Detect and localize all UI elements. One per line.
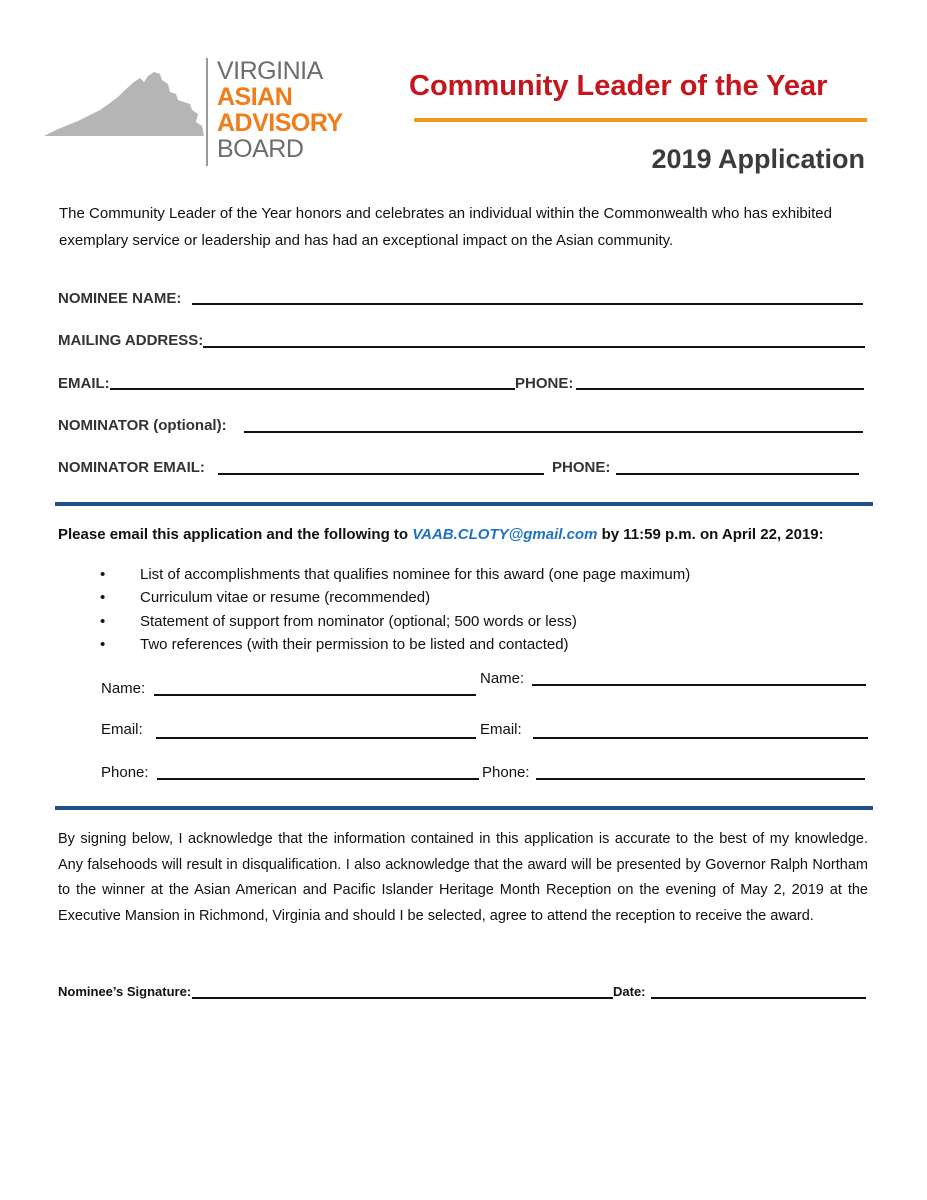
mailing-address-label: MAILING ADDRESS: xyxy=(58,332,204,349)
submission-email-link[interactable]: VAAB.CLOTY@gmail.com xyxy=(412,526,598,543)
signature-field[interactable] xyxy=(192,997,613,999)
nominator-phone-label: PHONE: xyxy=(552,459,611,476)
intro-paragraph: The Community Leader of the Year honors and celebrates an individual within the Commonwealth who has exhibited exemplary service or leadership and has had an exceptional impact on the Asian community. xyxy=(59,205,832,249)
submission-deadline: by 11:59 p.m. on April 22, 2019: xyxy=(597,526,824,543)
list-item: • Two references (with their permission to be listed and contacted) xyxy=(100,633,690,656)
reference2-phone-label: Phone: xyxy=(482,764,530,781)
logo-line-asian: ASIAN xyxy=(217,83,293,111)
reference1-name-field[interactable] xyxy=(154,694,476,696)
nominee-name-field[interactable] xyxy=(192,303,863,305)
phone-field[interactable] xyxy=(576,388,864,390)
logo-line-board: BOARD xyxy=(217,135,304,163)
list-item: • Statement of support from nominator (optional; 500 words or less) xyxy=(100,610,690,633)
reference2-email-field[interactable] xyxy=(533,737,868,739)
signature-label: Nominee’s Signature: xyxy=(58,984,192,999)
list-item: • List of accomplishments that qualifies nominee for this award (one page maximum) xyxy=(100,563,690,586)
reference1-phone-field[interactable] xyxy=(157,778,479,780)
reference1-phone-label: Phone: xyxy=(101,764,149,781)
logo-line-virginia: VIRGINIA xyxy=(217,57,323,85)
reference1-email-field[interactable] xyxy=(156,737,476,739)
acknowledgement-paragraph: By signing below, I acknowledge that the information contained in this application is accurate to the best of my knowledge. Any falsehoods will result in disqualification. I also acknowledge that the award will be presented by Governor Ralph Northam to the winner at the Asian American and Pacific Islander Heritage Month Reception on the evening of May 2, 2019 at the Executive Mansion in Richmond, Virginia and should I be selected, agree to attend the reception to receive the award. xyxy=(58,831,868,924)
submission-prefix: Please email this application and the following to xyxy=(58,526,413,543)
page-title: Community Leader of the Year xyxy=(409,70,828,102)
section-divider-bottom xyxy=(55,806,873,810)
reference1-email-label: Email: xyxy=(101,721,143,738)
nominator-field[interactable] xyxy=(244,431,863,433)
date-label: Date: xyxy=(613,984,646,999)
title-underline xyxy=(414,118,867,122)
requirements-list xyxy=(100,563,690,656)
list-item: • Curriculum vitae or resume (recommended) xyxy=(100,586,690,609)
nominator-email-field[interactable] xyxy=(218,473,544,475)
date-field[interactable] xyxy=(651,997,866,999)
virginia-map-icon xyxy=(44,70,204,142)
email-label: EMAIL: xyxy=(58,375,110,392)
reference1-name-label: Name: xyxy=(101,680,146,697)
nominator-email-label: NOMINATOR EMAIL: xyxy=(58,459,205,476)
logo-line-advisory: ADVISORY xyxy=(217,109,343,137)
mailing-address-field[interactable] xyxy=(203,346,865,348)
section-divider-top xyxy=(55,502,873,506)
page-subtitle: 2019 Application xyxy=(651,144,865,174)
nominee-name-label: NOMINEE NAME: xyxy=(58,290,182,307)
nominator-label: NOMINATOR (optional): xyxy=(58,417,227,434)
submission-instructions xyxy=(58,526,824,543)
reference2-name-field[interactable] xyxy=(532,684,866,686)
email-field[interactable] xyxy=(110,388,515,390)
logo-divider xyxy=(206,58,208,166)
phone-label: PHONE: xyxy=(515,375,574,392)
reference2-email-label: Email: xyxy=(480,721,522,738)
nominator-phone-field[interactable] xyxy=(616,473,859,475)
reference2-phone-field[interactable] xyxy=(536,778,865,780)
reference2-name-label: Name: xyxy=(480,670,525,687)
